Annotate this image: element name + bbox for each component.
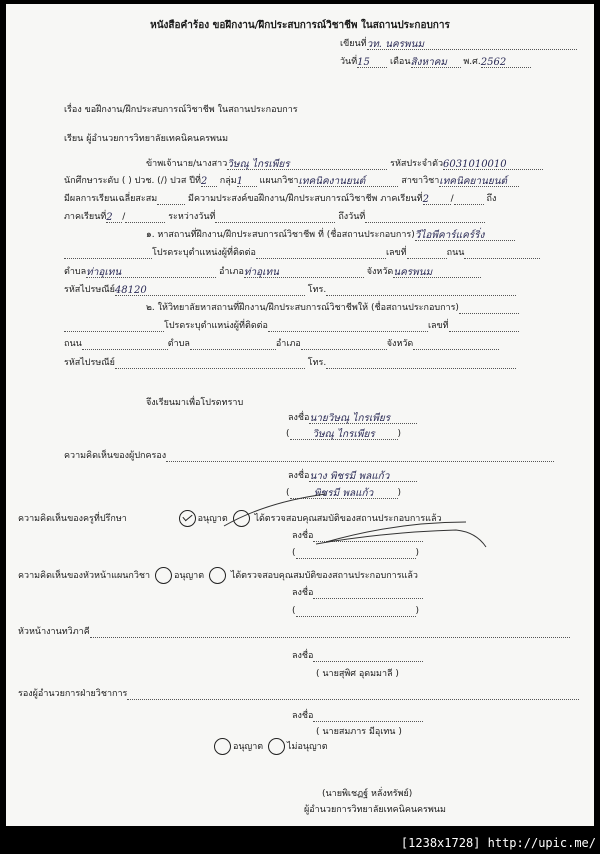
date-year-field[interactable]: 2562 (481, 57, 531, 68)
option2-contact-line: โปรดระบุตำแหน่งผู้ที่ติดต่อ เลขที่ (64, 320, 519, 332)
gpa-term-line: มีผลการเรียนเฉลี่ยสะสม มีความประสงค์ขอฝึกงาน/ฝึกประสบการณ์วิชาชีพ ภาคเรียนที่2 / ถึง (64, 194, 497, 205)
option1-contact-line: โปรดระบุตำแหน่งผู้ที่ติดต่อ เลขที่ ถนน (64, 247, 540, 259)
option1-district-field[interactable]: ท่าอุเทน (244, 267, 364, 278)
option1-line: ๑. หาสถานที่ฝึกงาน/ฝึกประสบการณ์วิชาชีพ ที่ (ชื่อสถานประกอบการ)วีไอพีคาร์แคร์ริ่ง (146, 229, 515, 241)
form-page (6, 4, 594, 826)
director-position: ผู้อำนวยการวิทยาลัยเทคนิคนครพนม (304, 805, 446, 815)
term-to-year-field[interactable] (125, 212, 165, 223)
option1-postal-field[interactable]: 48120 (115, 285, 305, 296)
image-watermark: [1238x1728] http://upic.me/ (400, 836, 596, 850)
gpa-field[interactable] (157, 194, 185, 205)
option1-road-field[interactable] (464, 248, 540, 259)
option2-contact-field[interactable] (268, 321, 428, 332)
student-printed-name: ( วิษณุ ไกรเพียร ) (286, 429, 402, 440)
date-day-field[interactable]: 15 (357, 57, 387, 68)
addressee-line: เรียน ผู้อำนวยการวิทยาลัยเทคนิคนครพนม (64, 134, 229, 144)
dual-head-signature-field[interactable] (313, 651, 423, 662)
parent-printed-name: ( พิชรมี พลแก้ว ) (286, 488, 402, 499)
document-title: หนังสือคำร้อง ขอฝึกงาน/ฝึกประสบการณ์วิชาชีพ ในสถานประกอบการ (150, 20, 450, 31)
option2-company-field[interactable] (459, 303, 519, 314)
dept-head-printed-name: ( ) (292, 606, 420, 616)
option2-number-field[interactable] (449, 321, 519, 332)
dept-head-signature-field[interactable] (313, 588, 423, 599)
option1-company-field[interactable]: วีไอพีคาร์แคร์ริ่ง (415, 230, 515, 241)
parent-signature-line: ลงชื่อนาง พิชรมี พลแก้ว (288, 470, 417, 482)
option1-address-line: ตำบลท่าอุเทน อำเภอท่าอุเทน จังหวัดนครพนม (64, 266, 481, 278)
term-to-field[interactable]: 2 (106, 212, 122, 223)
term-from-year-field[interactable] (454, 194, 484, 205)
student-id-field[interactable]: 6031010010 (443, 159, 543, 170)
deputy-opinion-field[interactable] (127, 689, 579, 700)
option1-province-field[interactable]: นครพนม (393, 267, 481, 278)
deputy-name: ( นายสมภาร มีอุเทน ) (316, 727, 402, 737)
dual-head-opinion-line: หัวหน้างานทวิภาคี (18, 626, 570, 638)
dept-head-opinion-line: ความคิดเห็นของหัวหน้าแผนกวิชา อนุญาต ได้ตรวจสอบคุณสมบัติของสถานประกอบการแล้ว (18, 567, 418, 585)
option1-phone-field[interactable] (326, 285, 516, 296)
dual-head-opinion-field[interactable] (90, 627, 570, 638)
parent-opinion-line: ความคิดเห็นของผู้ปกครอง (64, 450, 554, 462)
end-date-field[interactable] (365, 212, 485, 223)
director-name: (นายพิเชฏฐ์ หลั่งทรัพย์) (322, 789, 413, 799)
parent-signature-field[interactable]: นาง พิชรมี พลแก้ว (309, 471, 417, 482)
group-field[interactable]: 1 (237, 176, 257, 187)
option2-postal-field[interactable] (115, 358, 305, 369)
director-approve-radio[interactable] (214, 738, 231, 755)
date-month-field[interactable]: สิงหาคม (411, 57, 461, 68)
student-signature-line: ลงชื่อนายวิษณุ ไกรเพียร (288, 412, 417, 424)
major-field[interactable]: เทคนิคยานยนต์ (439, 176, 519, 187)
applicant-name-line: ข้าพเจ้านาย/นางสาววิษณุ ไกรเพียร รหัสประจำตัว6031010010 (146, 158, 543, 170)
advisor-approve-radio[interactable] (179, 510, 196, 527)
dual-head-name: ( นายสุพิศ อุดมมาลี ) (316, 669, 399, 679)
option1-number-field[interactable] (407, 248, 447, 259)
student-printed-name-field[interactable]: วิษณุ ไกรเพียร (290, 429, 398, 440)
director-decision-line: อนุญาต ไม่อนุญาต (212, 738, 328, 756)
parent-printed-name-field[interactable]: พิชรมี พลแก้ว (290, 488, 398, 499)
applicant-name-field[interactable]: วิษณุ ไกรเพียร (227, 159, 387, 170)
deputy-signature-field[interactable] (313, 711, 423, 722)
dept-head-printed-name-field[interactable] (296, 606, 416, 617)
closing-text: จึงเรียนมาเพื่อโปรดทราบ (146, 398, 244, 408)
option1-postal-line: รหัสไปรษณีย์48120 โทร. (64, 284, 516, 296)
deputy-opinion-line: รองผู้อำนวยการฝ่ายวิชาการ (18, 688, 579, 700)
option1-contact-field[interactable] (256, 248, 386, 259)
department-field[interactable]: เทคนิคงานยนต์ (298, 176, 398, 187)
dept-head-verified-radio[interactable] (209, 567, 226, 584)
education-line: นักศึกษาระดับ ( ) ปวช. (/) ปวส ปีที่2 กลุ่ม1 แผนกวิชาเทคนิคงานยนต์ สาขาวิชาเทคนิคยานยนต์ (64, 175, 519, 187)
director-deny-radio[interactable] (268, 738, 285, 755)
option1-subdistrict-field[interactable]: ท่าอุเทน (86, 267, 216, 278)
parent-opinion-field[interactable] (166, 451, 554, 462)
option2-phone-field[interactable] (326, 358, 516, 369)
dept-head-approve-radio[interactable] (155, 567, 172, 584)
advisor-signature-line: ลงชื่อ (292, 530, 423, 542)
option2-line: ๒. ให้วิทยาลัยหาสถานที่ฝึกงาน/ฝึกประสบการณ์วิชาชีพให้ (ชื่อสถานประกอบการ) (146, 302, 519, 314)
option2-road-field[interactable] (82, 339, 168, 350)
term-from-field[interactable]: 2 (423, 194, 451, 205)
date-line: วันที่15 เดือนสิงหาคม พ.ศ.2562 (340, 56, 531, 68)
option2-address-line: ถนน ตำบล อำเภอ จังหวัด (64, 338, 499, 350)
year-field[interactable]: 2 (201, 176, 217, 187)
option2-district-field[interactable] (301, 339, 387, 350)
option2-province-field[interactable] (413, 339, 499, 350)
written-at-line: เขียนที่วท. นครพนม (340, 38, 577, 50)
option2-subdistrict-field[interactable] (190, 339, 276, 350)
dual-head-signature-line: ลงชื่อ (292, 650, 423, 662)
deputy-signature-line: ลงชื่อ (292, 710, 423, 722)
term-dates-line: ภาคเรียนที่2 / ระหว่างวันที่ ถึงวันที่ (64, 211, 485, 223)
dept-head-signature-line: ลงชื่อ (292, 587, 423, 599)
student-signature-field[interactable]: นายวิษณุ ไกรเพียร (309, 413, 417, 424)
start-date-field[interactable] (215, 212, 335, 223)
advisor-signature-scribble (206, 492, 506, 562)
subject-line: เรื่อง ขอฝึกงาน/ฝึกประสบการณ์วิชาชีพ ในสถานประกอบการ (64, 105, 298, 115)
advisor-opinion-line: ความคิดเห็นของครูที่ปรึกษา อนุญาต ได้ตรวจสอบคุณสมบัติของสถานประกอบการแล้ว (18, 510, 442, 528)
option2-postal-line: รหัสไปรษณีย์ โทร. (64, 357, 516, 369)
written-at-field[interactable]: วท. นครพนม (367, 39, 577, 50)
advisor-printed-name: ( ) (292, 548, 420, 558)
